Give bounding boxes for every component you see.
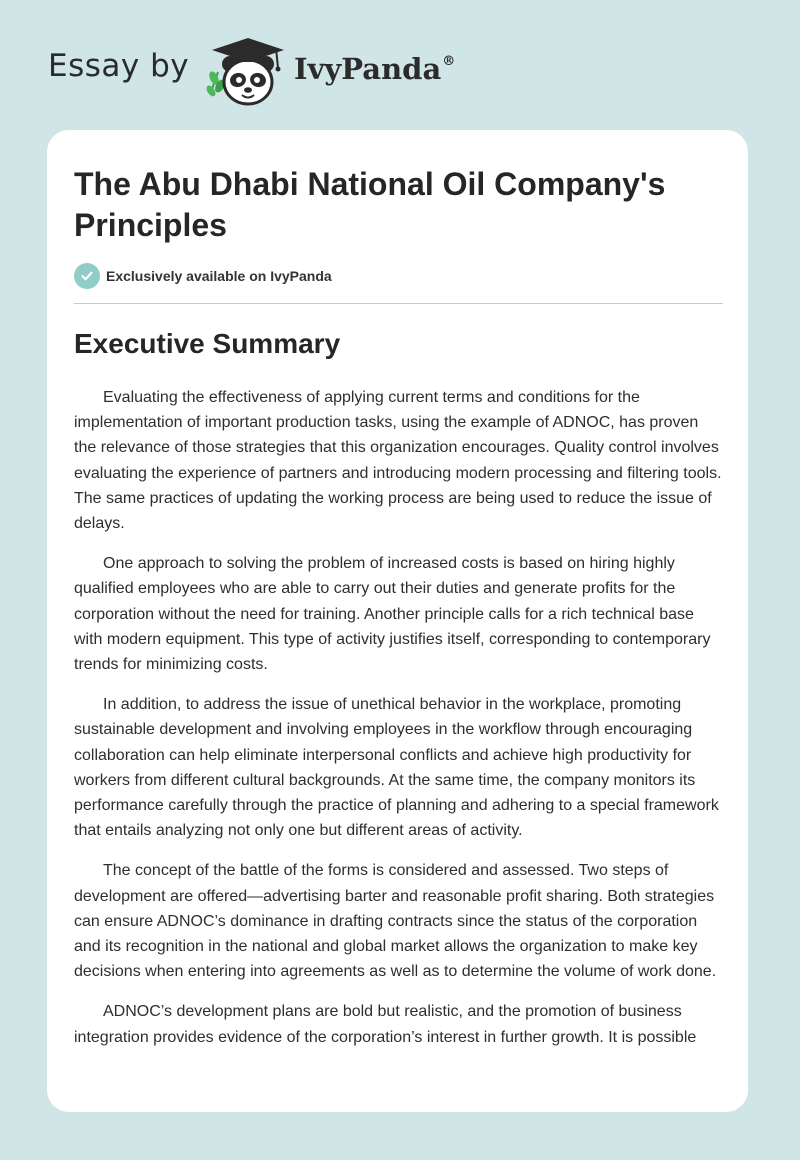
paragraph: One approach to solving the problem of increased costs is based on hiring highly qualified employees who are able to carry out their duties and generate profits for the corporation without the need for training. Another principle calls for a rich technical base with modern equipment. This type of activity justifies itself, corresponding to contemporary trends for minimizing costs. (74, 555, 711, 674)
paragraph: Evaluating the effectiveness of applying current terms and conditions for the implementation of important production tasks, using the example of ADNOC, has proven the relevance of those strategies that this organization encourages. Quality control involves evaluating the experience of partners and introducing modern processing and filtering tools. The same practices of updating the working process are being used to reduce the issue of delays. (74, 389, 722, 533)
badge-text: Exclusively available on IvyPanda (106, 268, 332, 284)
article-body (74, 385, 723, 1065)
article-card (47, 130, 748, 1112)
article-title: The Abu Dhabi National Oil Company's Principles (74, 166, 666, 243)
exclusive-badge (74, 263, 332, 289)
paragraph: ADNOC’s development plans are bold but realistic, and the promotion of business integration provides evidence of the corporation’s interest in further growth. It is possible (74, 1003, 697, 1046)
brand-name-text: IvyPanda (294, 52, 442, 86)
section-heading: Executive Summary (74, 328, 341, 359)
panda-graduation-cap-icon (204, 34, 288, 110)
brand-header[interactable] (48, 34, 488, 110)
paragraph: The concept of the battle of the forms is considered and assessed. Two steps of development are offered—advertising barter and reasonable profit sharing. Both strategies can ensure ADNOC’s dominance in drafting contracts since the status of the corporation and its recognition in the national and global market allows the organization to make key decisions when entering into agreements as well as to determine the volume of work done. (74, 862, 717, 981)
brand-prefix: Essay by (48, 48, 190, 84)
check-circle-icon (74, 263, 100, 289)
divider (74, 303, 723, 304)
paragraph: In addition, to address the issue of unethical behavior in the workplace, promoting sustainable development and involving employees in the workflow through encouraging collaboration can help eliminate interpersonal conflicts and achieve high productivity for workers from different cultural backgrounds. At the same time, the company monitors its performance carefully through the practice of planning and adhering to a special framework that entails analyzing not only one but different areas of activity. (74, 696, 719, 840)
registered-mark: ® (442, 54, 456, 69)
brand-name (294, 52, 455, 86)
